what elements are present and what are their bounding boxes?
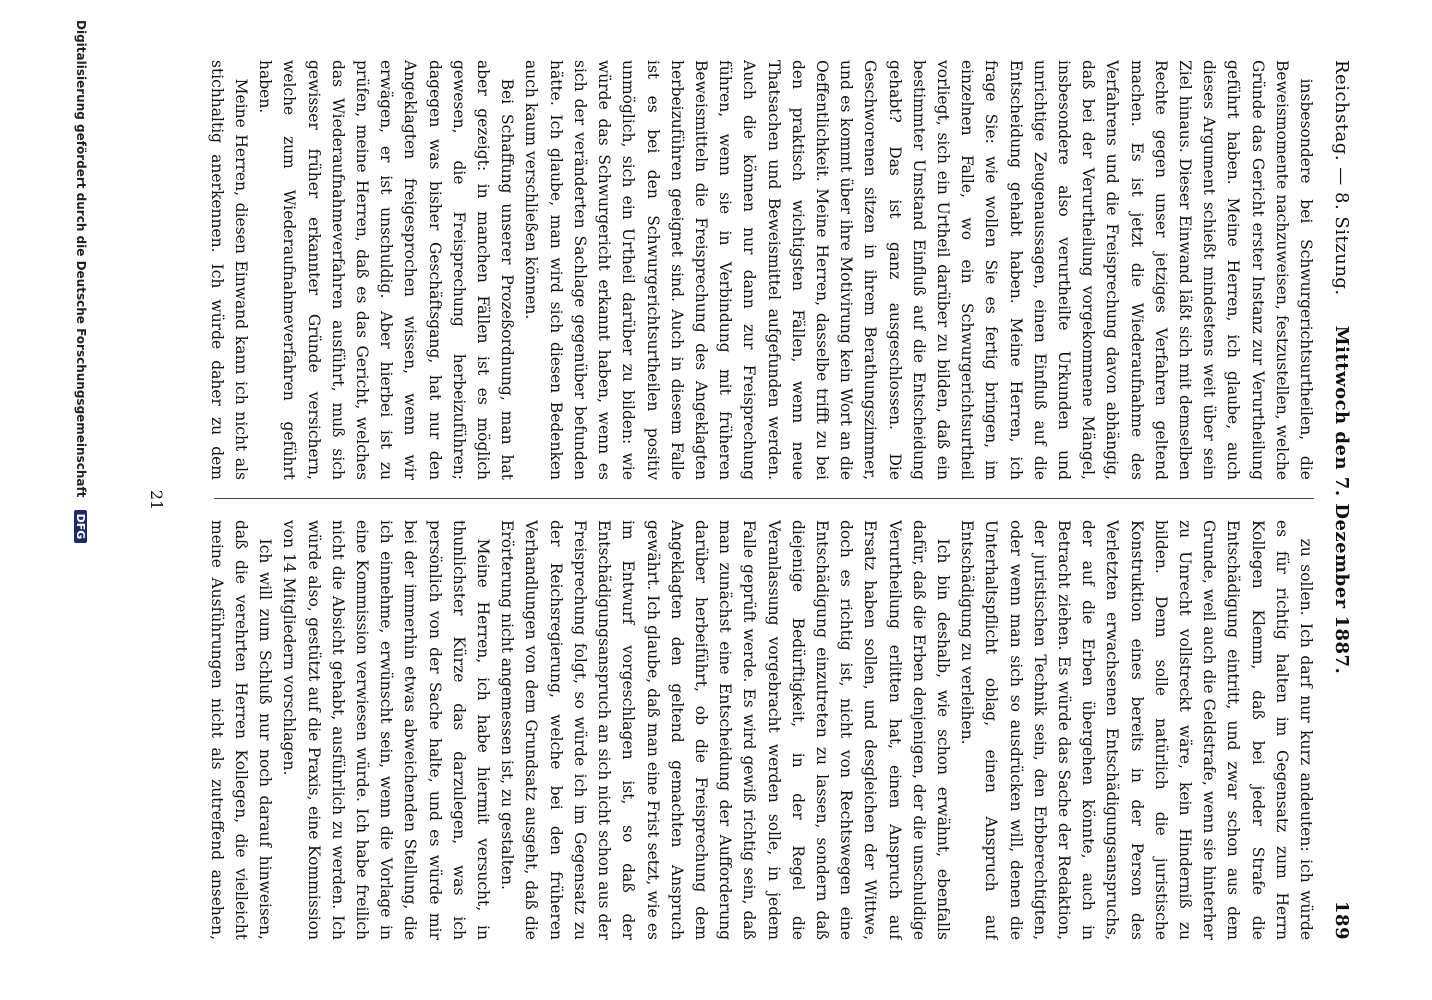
page-header [1326, 60, 1356, 940]
paragraph: Ich will zum Schluß nur noch darauf hinweisen, daß die verehrten Herren Kollegen, die vielleicht meine Ausführungen nicht als zutreffend ansehen, [208, 520, 275, 940]
footer-page-number: 21 [147, 489, 166, 511]
header-left: Reichstag. — 8. Sitzung. [1331, 60, 1352, 296]
header-page-number: 189 [1331, 900, 1352, 940]
paragraph: Bei Schaffung unserer Prozeßordnung, man hat aber gezeigt: in manchen Fällen ist es möglich gewesen, die Freisprechung herbeizuführen; dagegen was bisher Geschäftsgang, hat nur den Angeklagten freigesprochen wissen, wenn wir erwägen, er ist unschuldig. Aber hierbei ist zu prüfen, meine Herren, daß es das Gericht, welches das Wiederaufnahmeverfahren ausführt, muß sich gewisser früher erkannter Gründe versichern, welche zum Wiederaufnahmeverfahren geführt haben. [256, 60, 517, 480]
paragraph: Ich bin deshalb, wie schon erwähnt, ebenfalls dafür, daß die Erben denjenigen, der die unschuldige Verurtheilung erlitten hat, einen Anspruch auf Ersatz haben sollen, und desgleichen der Wittwe, doch es richtig ist, nicht von Rechtswegen eine Entschädigung einzutreten zu lassen, sondern daß diejenige Bedürftigkeit, in der Regel die Veranlassung vorgebracht werden solle, in jedem Falle geprüft werde. Es wird gewiß richtig sein, daß man zunächst eine Entscheidung der Aufforderung darüber herbeiführt, ob die Freisprechung dem Angeklagten den geltend gemachten Anspruch gewährt. Ich glaube, daß man eine Frist setzt, wie es im Entwurf vorgeschlagen ist, so daß der Entschädigungsanspruch an sich nicht schon aus der Freisprechung folgt, so würde ich im Gegensatz zu der Reichsregierung, welche bei den früheren Verhandlungen von dem Grundsatz ausgeht, daß die Erörterung nicht angemessen ist, zu gestalten. [498, 520, 952, 940]
column-divider [214, 498, 1314, 499]
rotated-page [66, 20, 1366, 980]
left-column [208, 60, 1318, 480]
paragraph: Meine Herren, ich habe hiermit versucht, in thunlichster Kürze das darzulegen, was ich persönlich von der Sache halte, und es würde mir bei der immerhin etwas abweichenden Stellung, die ich einnehme, erwünscht sein, wenn die Vorlage in eine Kommission verwiesen würde. Ich habe freilich nicht die Absicht gehabt, ausführlich zu werden. Ich würde also, gestützt auf die Praxis, eine Kommission von 14 Mitgliedern vorschlagen. [280, 520, 493, 940]
digitization-credit [68, 20, 88, 980]
header-center: Mittwoch den 7. Dezember 1887. [1331, 325, 1352, 675]
dfg-logo-icon: DFG [74, 510, 87, 544]
paragraph: Meine Herren, diesen Einwand kann ich nicht als stichhaltig anerkennen. Ich würde daher zu dem [208, 60, 251, 480]
paragraph: zu sollen. Ich darf nur kurz andeuten: ich würde es für richtig halten im Gegensatz zum Herrn Kollegen Klemm, daß bei jeder Strafe die Entschädigung eintritt, und zwar schon aus dem Grunde, weil auch die Geldstrafe, wenn sie hinterher zu Unrecht vollstreckt wäre, kein Hinderniß zu bilden. Denn solle natürlich die juristische Konstruktion eines bereits in der Person des Verletzten erwachsenen Entschädigungsanspruchs, der auf die Erben übergehen könnte, auch in Betracht ziehen. Es würde das Sache der Redaktion, der juristischen Technik sein, den Erbberechtigten, oder wenn man sich so ausdrücken will, denen die Unterhaltspflicht oblag, einen Anspruch auf Entschädigung zu verleihen. [958, 520, 1315, 940]
credit-text: Digitalisierung gefördert durch die Deutsche Forschungsgemeinschaft [74, 20, 88, 498]
right-column [208, 520, 1318, 940]
paragraph: insbesondere bei Schwurgerichtsurtheilen, die Beweismomente nachzuweisen, festzustellen, welche Gründe das Gericht erster Instanz zur Verurtheilung geführt haben. Meine Herren, ich glaube, auch dieses Argument schießt mindestens weit über sein Ziel hinaus. Dieser Einwand läßt sich mit demselben Rechte gegen unser jetziges Verfahren geltend machen. Es ist jetzt die Wiederaufnahme des Verfahrens und die Freisprechung davon abhängig, daß bei der Verurtheilung vorgekommene Mängel, insbesondere also verurtheilte Urkunden und unrichtige Zeugenaussagen, einen Einfluß auf die Entscheidung gehabt haben. Meine Herren, ich frage Sie: wie wollen Sie es fertig bringen, im einzelnen Falle, wo ein Schwurgerichtsurtheil vorliegt, sich ein Urtheil darüber zu bilden, daß ein bestimmter Umstand Einfluß auf die Entscheidung gehabt? Das ist ganz ausgeschlossen. Die Geschworenen sitzen in ihrem Berathungszimmer, und es kommt über ihre Motivirung kein Wort an die Oeffentlichkeit. Meine Herren, dasselbe trifft zu bei den praktisch wichtigsten Fällen, wenn neue Thatsachen und Beweismittel aufgefunden werden. Auch die können nur dann zur Freisprechung führen, wenn sie in Verbindung mit früheren Beweismitteln die Freisprechung des Angeklagten herbeizuführen geeignet sind. Auch in diesem Falle ist es bei den Schwurgerichtsurtheilen positiv unmöglich, sich ein Urtheil darüber zu bilden: wie würde das Schwurgericht erkannt haben, wenn es sich der veränderten Sachlage gegenüber befunden hätte. Ich glaube, man wird sich diesen Bedenken auch kaum verschließen können. [522, 60, 1315, 480]
